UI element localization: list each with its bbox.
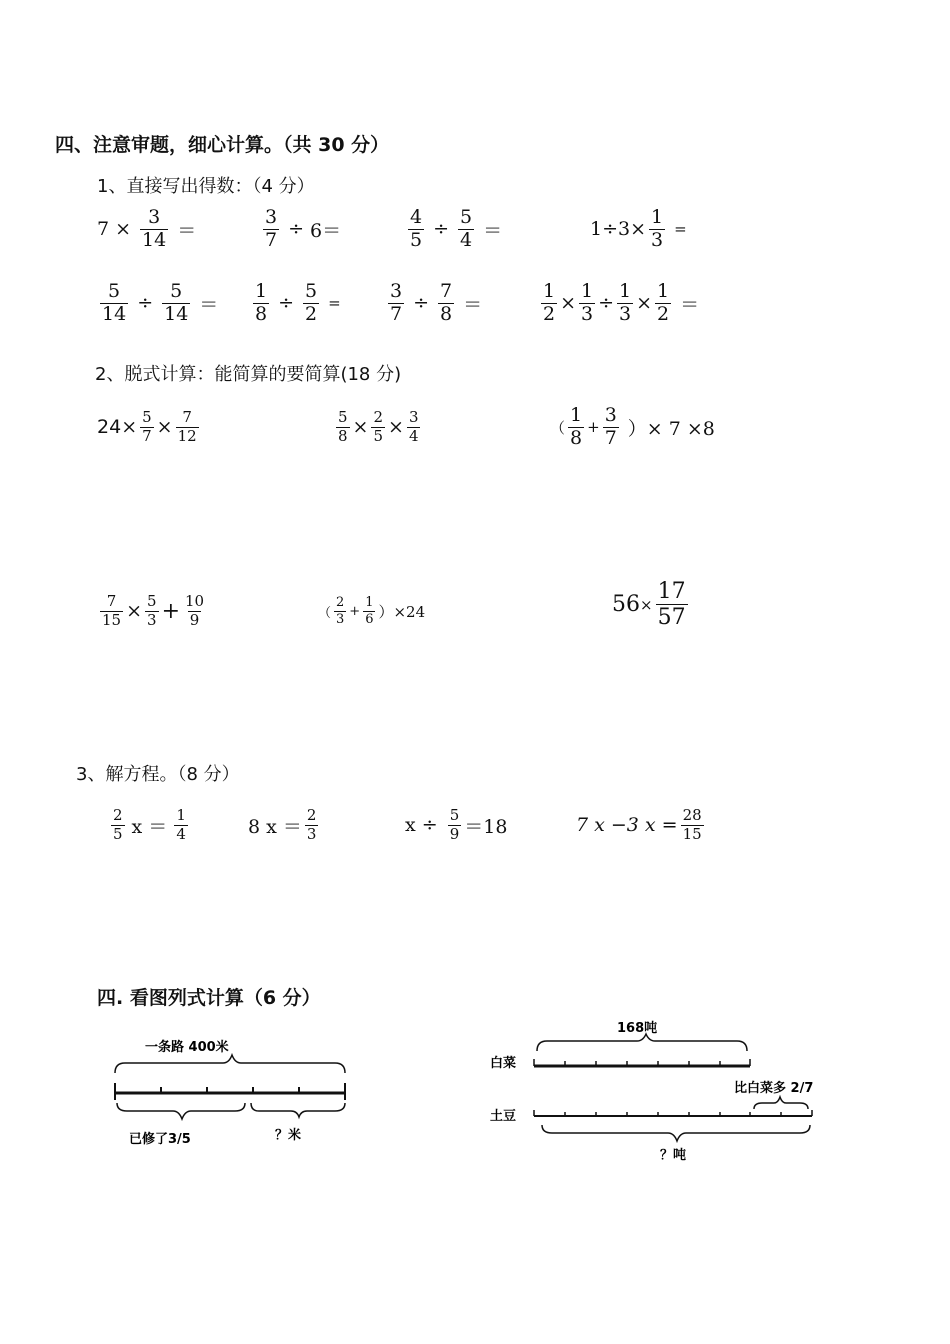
equation-4: 7 x −3 x = $\frac{28}{15}$ (576, 806, 702, 843)
q1-item-2: $\frac{3}{7}$ ÷ 6＝ (265, 206, 342, 251)
q1-item-3: $\frac{4}{5}$ ÷ $\frac{5}{4}$ ＝ (410, 206, 503, 251)
fraction: $\frac{1}{8}$ (255, 280, 268, 325)
road-repaired-label: 已修了3/5 (129, 1132, 191, 1147)
extra-brace (754, 1097, 808, 1109)
equation-2: 8 x ＝ 2 3 (248, 806, 317, 843)
cabbage-label: 白菜 (490, 1056, 517, 1071)
q2-expression-6: 56 × $\frac{17}{57}$ (612, 579, 686, 631)
fraction: $\frac{5}{14}$ (102, 280, 127, 325)
fraction: $\frac{3}{7}$ (265, 206, 278, 251)
q2-expression-5: （ 2 3 + $\frac{1}{6}$ ）×24 (318, 595, 426, 627)
fraction: $\frac{3}{4}$ (408, 408, 419, 445)
fraction: $\frac{17}{57}$ (657, 579, 686, 631)
fraction: 2 3 (306, 806, 317, 843)
potato-total-brace (542, 1125, 810, 1141)
fraction: $\frac{5}{4}$ (460, 206, 473, 251)
fraction: $\frac{5}{2}$ (305, 280, 318, 325)
fraction: $\frac{4}{5}$ (410, 206, 423, 251)
q2-expression-4: $\frac{7}{15}$ × $\frac{5}{3}$ + $\frac{10}{9}$ (102, 592, 205, 629)
section-title-figure: 四. 看图列式计算（6 分） (97, 987, 321, 1009)
road-repaired-brace (117, 1103, 245, 1119)
fraction: $\frac{2}{5}$ (373, 408, 384, 445)
fraction: 2 5 (113, 806, 123, 843)
fraction: $\frac{1}{6}$ (365, 595, 374, 627)
q1-item-8: $\frac{1}{2}$ × $\frac{1}{3}$ ÷ $\frac{1}{3}$ × $\frac{1}{2}$ ＝ (543, 280, 700, 325)
road-remaining-label: ？米 (275, 1128, 302, 1143)
cabbage-amount-label: 168吨 (617, 1021, 658, 1036)
q2-expression-1: 24 × $\frac{5}{7}$ × $\frac{7}{12}$ (97, 408, 197, 445)
potato-label: 土豆 (490, 1109, 517, 1124)
fraction: $\frac{10}{9}$ (185, 592, 205, 629)
fraction: $\frac{5}{14}$ (164, 280, 189, 325)
road-diagram (105, 1025, 365, 1155)
q1-item-5: $\frac{5}{14}$ ÷ $\frac{5}{14}$ ＝ (102, 280, 219, 325)
fraction: $\frac{1}{3}$ (581, 280, 594, 325)
fraction: 1 4 (176, 806, 186, 843)
fraction: $\frac{5}{3}$ (147, 592, 157, 629)
q2-expression-2: $\frac{5}{8}$ × $\frac{2}{5}$ × $\frac{3}{4}$ (338, 408, 419, 445)
fraction: 2 3 (336, 595, 345, 627)
q1-item-4: 1÷3× $\frac{1}{3}$ = (590, 206, 687, 251)
more-than-cabbage-label: 比白菜多 2/7 (734, 1081, 814, 1096)
fraction: $\frac{1}{3}$ (651, 206, 664, 251)
fraction: $\frac{7}{15}$ (102, 592, 122, 629)
fraction: $\frac{3}{7}$ (604, 404, 617, 449)
question-3-label: 3、解方程。（8 分） (76, 764, 240, 785)
cabbage-potato-diagram (482, 1015, 842, 1165)
fraction: $\frac{5}{7}$ (142, 408, 152, 445)
fraction: $\frac{3}{14}$ (142, 206, 167, 251)
fraction: $\frac{1}{2}$ (657, 280, 670, 325)
fraction: 1 8 (570, 404, 583, 449)
fraction: $\frac{5}{9}$ (449, 806, 460, 843)
road-remaining-brace (251, 1103, 345, 1117)
fraction: $\frac{7}{12}$ (177, 408, 197, 445)
equation-1: 2 5 x ＝ 1 4 (113, 806, 186, 843)
equation-3: x ÷ $\frac{5}{9}$ ＝18 (405, 806, 508, 843)
fraction: $\frac{5}{8}$ (338, 408, 348, 445)
fraction: $\frac{1}{3}$ (619, 280, 632, 325)
q1-item-6: $\frac{1}{8}$ ÷ $\frac{5}{2}$ = (255, 280, 341, 325)
question-2-label: 2、脱式计算：能简算的要简算(18 分) (95, 364, 402, 385)
fraction: $\frac{7}{8}$ (440, 280, 453, 325)
fraction: $\frac{1}{2}$ (543, 280, 556, 325)
q1-item-7: $\frac{3}{7}$ ÷ $\frac{7}{8}$ ＝ (390, 280, 483, 325)
fraction: $\frac{28}{15}$ (682, 806, 702, 843)
q1-item-1: 7 × $\frac{3}{14}$ ＝ (97, 206, 197, 251)
fraction: $\frac{3}{7}$ (390, 280, 403, 325)
potato-question-label: ？吨 (660, 1148, 687, 1163)
cabbage-amount-brace (537, 1034, 747, 1051)
road-total-label: 一条路 400米 (145, 1040, 229, 1055)
section-title-calculation: 四、注意审题，细心计算。（共 30 分） (55, 134, 390, 156)
road-total-brace (115, 1055, 345, 1073)
question-1-label: 1、直接写出得数：（4 分） (97, 176, 315, 197)
q2-expression-3: （ 1 8 + $\frac{3}{7}$ ）× 7 ×8 (550, 404, 715, 449)
